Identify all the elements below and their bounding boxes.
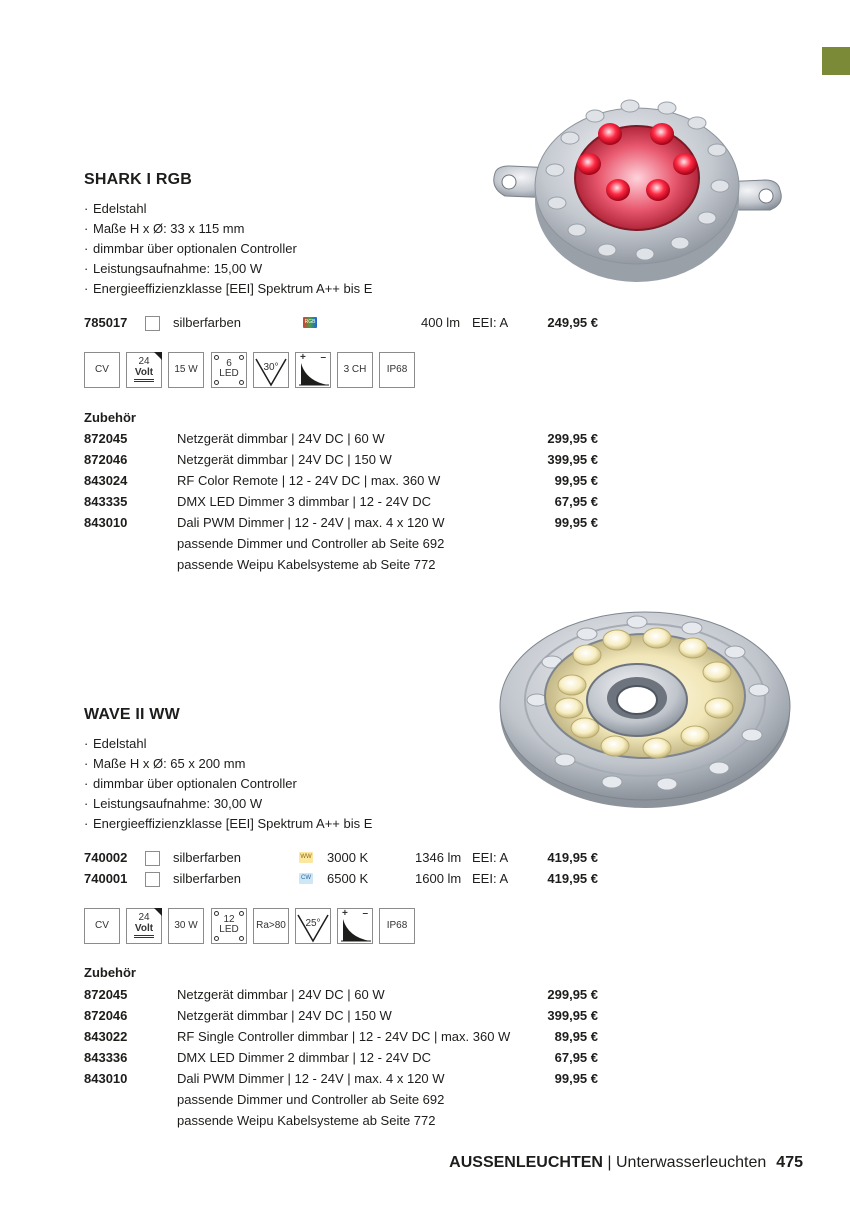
feature-item: · Maße H x Ø: 33 x 115 mm [84, 219, 372, 239]
accessory-desc: DMX LED Dimmer 3 dimmbar | 12 - 24V DC [177, 494, 432, 509]
feature-item: · Leistungsaufnahme: 15,00 W [84, 259, 372, 279]
channels-icon: 3 CH [337, 352, 373, 388]
variant-eei: EEI: A [472, 871, 509, 886]
accessory-desc: RF Color Remote | 12 - 24V DC | max. 360 W [177, 473, 441, 488]
spec-icons [0, 352, 850, 388]
accessory-price: 67,95 € [554, 494, 598, 509]
variant-cct: 3000 K [327, 850, 369, 865]
cv-icon: CV [84, 908, 120, 944]
accessory-row [0, 428, 850, 449]
reference-note: passende Dimmer und Controller ab Seite 692 [177, 1092, 445, 1107]
accessory-price: 399,95 € [547, 452, 598, 467]
accessory-desc: Netzgerät dimmbar | 24V DC | 150 W [177, 1008, 392, 1023]
accessory-price: 99,95 € [554, 515, 598, 530]
feature-item: · Leistungsaufnahme: 30,00 W [84, 794, 372, 814]
footer-separator: | [602, 1154, 616, 1171]
section-tab-marker [822, 47, 850, 75]
color-swatch-checkbox[interactable] [145, 316, 160, 331]
accessories-list [0, 428, 850, 575]
accessory-row [0, 1068, 850, 1089]
led-count-icon: 6 LED [211, 352, 247, 388]
accessory-price: 299,95 € [547, 431, 598, 446]
warm-white-chip-icon: WW [299, 852, 313, 863]
accessory-article: 843022 [84, 1029, 128, 1044]
variant-price: 249,95 € [547, 315, 598, 330]
accessory-row [0, 470, 850, 491]
product-image-shark [485, 78, 790, 283]
color-swatch-checkbox[interactable] [145, 872, 160, 887]
wattage-icon: 30 W [168, 908, 204, 944]
accessory-price: 399,95 € [547, 1008, 598, 1023]
accessory-article: 843010 [84, 515, 128, 530]
article-number: 740002 [84, 850, 128, 865]
feature-item: · Maße H x Ø: 65 x 200 mm [84, 754, 372, 774]
product-title: SHARK I RGB [84, 171, 192, 188]
beam-angle-icon: 25° [295, 908, 331, 944]
ip-rating-icon: IP68 [379, 908, 415, 944]
accessory-price: 99,95 € [554, 473, 598, 488]
variant-eei: EEI: A [472, 850, 509, 865]
feature-item: · dimmbar über optionalen Controller [84, 774, 372, 794]
feature-list [84, 734, 372, 834]
footer-subcategory: Unterwasserleuchten [616, 1154, 767, 1171]
page-number: 475 [776, 1154, 803, 1171]
ip-rating-icon: IP68 [379, 352, 415, 388]
variant-lumen: 1346 lm [415, 850, 462, 865]
feature-item: · Edelstahl [84, 199, 372, 219]
accessory-desc: Netzgerät dimmbar | 24V DC | 60 W [177, 431, 385, 446]
article-number: 740001 [84, 871, 128, 886]
color-swatch-checkbox[interactable] [145, 851, 160, 866]
cri-icon: Ra>80 [253, 908, 289, 944]
accessory-article: 843024 [84, 473, 128, 488]
rgb-chip-icon: RGB [303, 317, 317, 328]
footer-category: AUSSENLEUCHTEN [449, 1154, 603, 1171]
accessory-desc: Netzgerät dimmbar | 24V DC | 60 W [177, 987, 385, 1002]
page-footer [449, 1154, 803, 1172]
led-count-icon: 12 LED [211, 908, 247, 944]
variant-color: silberfarben [173, 871, 241, 886]
accessory-row [0, 1026, 850, 1047]
variant-lumen: 400 lm [421, 315, 461, 330]
accessory-desc: DMX LED Dimmer 2 dimmbar | 12 - 24V DC [177, 1050, 432, 1065]
accessories-heading: Zubehör [84, 965, 136, 980]
product-image-wave [497, 600, 795, 810]
article-number: 785017 [84, 315, 128, 330]
accessory-desc: RF Single Controller dimmbar | 12 - 24V DC | max. 360 W [177, 1029, 511, 1044]
accessory-article: 872045 [84, 431, 128, 446]
variant-price: 419,95 € [547, 850, 598, 865]
variant-eei: EEI: A [472, 315, 509, 330]
variant-row [0, 847, 850, 868]
accessories-heading: Zubehör [84, 410, 136, 425]
beam-angle-icon: 30° [253, 352, 289, 388]
accessory-price: 299,95 € [547, 987, 598, 1002]
wattage-icon: 15 W [168, 352, 204, 388]
accessory-row [0, 984, 850, 1005]
voltage-icon: 24 Volt [126, 352, 162, 388]
variant-cct: 6500 K [327, 871, 369, 886]
feature-item: · Energieeffizienzklasse [EEI] Spektrum A++ bis E [84, 279, 372, 299]
accessory-desc: Dali PWM Dimmer | 12 - 24V | max. 4 x 120 W [177, 1071, 445, 1086]
variant-color: silberfarben [173, 315, 241, 330]
accessory-article: 843336 [84, 1050, 128, 1065]
cold-white-chip-icon: CW [299, 873, 313, 884]
accessory-article: 843335 [84, 494, 128, 509]
accessory-price: 89,95 € [554, 1029, 598, 1044]
dimmable-icon: + – [337, 908, 373, 944]
accessory-row [0, 491, 850, 512]
spec-icons [0, 908, 850, 944]
voltage-icon: 24 Volt [126, 908, 162, 944]
variant-price: 419,95 € [547, 871, 598, 886]
feature-item: · dimmbar über optionalen Controller [84, 239, 372, 259]
feature-item: · Energieeffizienzklasse [EEI] Spektrum A++ bis E [84, 814, 372, 834]
accessory-article: 843010 [84, 1071, 128, 1086]
accessory-row [0, 449, 850, 470]
accessory-article: 872046 [84, 452, 128, 467]
cv-icon: CV [84, 352, 120, 388]
feature-list [84, 199, 372, 299]
accessory-article: 872045 [84, 987, 128, 1002]
variant-row [0, 312, 850, 333]
accessories-list [0, 984, 850, 1131]
dimmable-icon: + – [295, 352, 331, 388]
accessory-article: 872046 [84, 1008, 128, 1023]
accessory-row [0, 1005, 850, 1026]
reference-note: passende Dimmer und Controller ab Seite 692 [177, 536, 445, 551]
product-title: WAVE II WW [84, 706, 180, 723]
accessory-desc: Dali PWM Dimmer | 12 - 24V | max. 4 x 120 W [177, 515, 445, 530]
feature-item: · Edelstahl [84, 734, 372, 754]
variant-lumen: 1600 lm [415, 871, 462, 886]
accessory-row [0, 512, 850, 533]
accessory-price: 67,95 € [554, 1050, 598, 1065]
accessory-price: 99,95 € [554, 1071, 598, 1086]
variant-row [0, 868, 850, 889]
accessory-row [0, 1047, 850, 1068]
reference-note: passende Weipu Kabelsysteme ab Seite 772 [177, 1113, 436, 1128]
reference-note: passende Weipu Kabelsysteme ab Seite 772 [177, 557, 436, 572]
variant-color: silberfarben [173, 850, 241, 865]
accessory-desc: Netzgerät dimmbar | 24V DC | 150 W [177, 452, 392, 467]
